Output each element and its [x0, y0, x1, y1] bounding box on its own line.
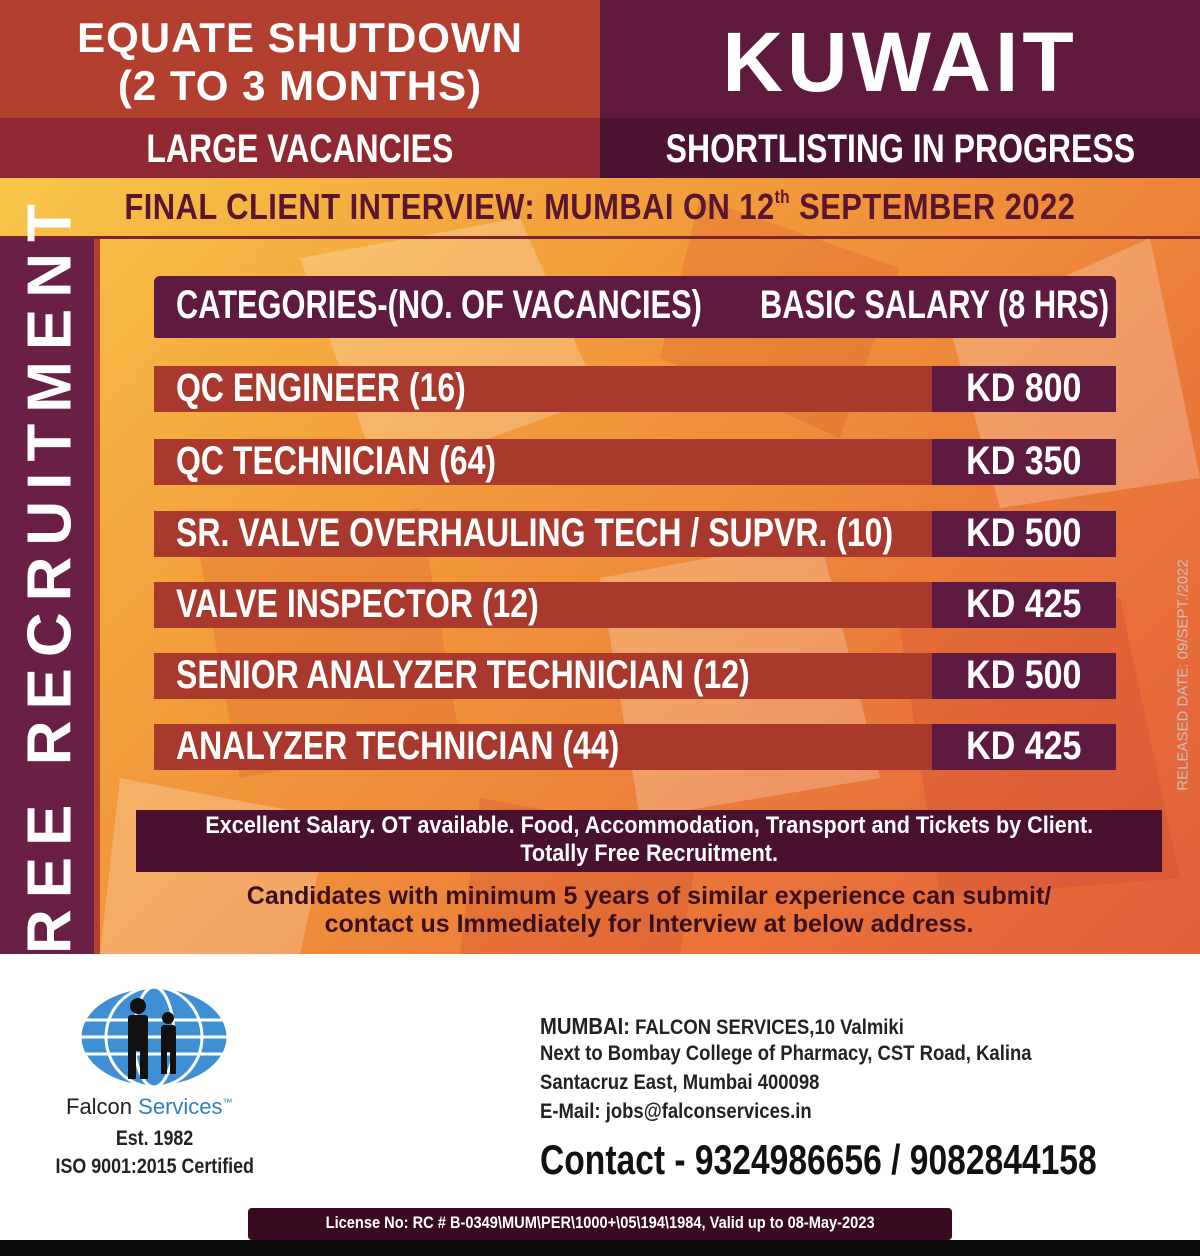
email-text: E-Mail: jobs@falconservices.in — [540, 1100, 812, 1123]
address-line-1 — [540, 1013, 953, 1040]
salary-header-text: BASIC SALARY (8 HRS) — [760, 283, 1110, 327]
company-name-part2: Services — [138, 1094, 223, 1119]
salary-value — [932, 582, 1116, 627]
benefits-line-2 — [136, 840, 1162, 868]
salary-value — [932, 724, 1116, 769]
interview-date: SEPTEMBER 2022 — [790, 186, 1076, 227]
interview-prefix: FINAL CLIENT INTERVIEW: MUMBAI ON 12 — [124, 186, 775, 227]
salary-value — [932, 653, 1116, 698]
category-cell — [176, 582, 629, 627]
interview-ordinal: th — [774, 187, 791, 207]
table-header-salary — [760, 283, 1200, 328]
vacancies-label — [0, 127, 600, 172]
iso-text: ISO 9001:2015 Certified — [55, 1155, 255, 1178]
interview-text — [125, 186, 1076, 228]
candidates-line-2: contact us Immediately for Interview at below address. — [324, 910, 974, 938]
license-info — [248, 1213, 952, 1233]
benefits-text-1: Excellent Salary. OT available. Food, Accommodation, Transport and Tickets by Client. — [205, 812, 1093, 839]
free-recruitment-label: FREE RECRUITMENT — [15, 193, 85, 1003]
category-cell — [176, 653, 893, 698]
address-line-1-text — [540, 1013, 904, 1040]
salary-text: KD 500 — [966, 653, 1082, 697]
contact-numbers — [540, 1136, 1200, 1184]
vacancies-text: LARGE VACANCIES — [146, 127, 454, 171]
benefits-text-2: Totally Free Recruitment. — [520, 840, 778, 867]
shortlisting-label — [600, 127, 1200, 172]
established-text: Est. 1982 — [116, 1127, 194, 1150]
category-cell — [176, 724, 730, 769]
banner-divider — [0, 236, 1200, 239]
category-cell — [176, 366, 538, 411]
category-text: QC TECHNICIAN (64) — [176, 439, 497, 483]
address-street: FALCON SERVICES,10 Valmiki — [635, 1016, 904, 1039]
established-year — [0, 1127, 310, 1151]
contact-text: Contact - 9324986656 / 9082844158 — [540, 1136, 1097, 1183]
salary-text: KD 425 — [966, 724, 1082, 768]
company-name-part1: Falcon — [66, 1094, 133, 1119]
salary-text: KD 350 — [966, 439, 1082, 483]
address-line-3-text: Santacruz East, Mumbai 400098 — [540, 1071, 820, 1094]
address-line-2 — [540, 1042, 1099, 1066]
globe-people-icon — [78, 984, 230, 1090]
benefits-line-1 — [136, 812, 1162, 840]
salary-value — [932, 511, 1116, 556]
address-line-2-text: Next to Bombay College of Pharmacy, CST Road, Kalina — [540, 1042, 1032, 1065]
trademark-symbol: ™ — [222, 1097, 233, 1109]
iso-certification — [0, 1155, 310, 1179]
category-text: VALVE INSPECTOR (12) — [176, 582, 539, 626]
table-header-categories — [176, 283, 859, 328]
shortlisting-text: SHORTLISTING IN PROGRESS — [665, 127, 1135, 171]
address-city: MUMBAI: — [540, 1013, 630, 1039]
salary-text: KD 425 — [966, 582, 1082, 626]
address-line-3 — [540, 1071, 857, 1095]
salary-text: KD 500 — [966, 511, 1082, 555]
salary-value — [932, 439, 1116, 484]
category-cell — [176, 439, 576, 484]
interview-banner — [0, 186, 1200, 228]
bottom-bar — [0, 1240, 1200, 1256]
categories-header-text: CATEGORIES-(NO. OF VACANCIES) — [176, 283, 702, 327]
category-text: SR. VALVE OVERHAULING TECH / SUPVR. (10) — [176, 511, 894, 555]
candidates-line-1: Candidates with minimum 5 years of similar experience can submit/ — [246, 882, 1052, 910]
country-title: KUWAIT — [722, 15, 1078, 109]
falcon-logo — [78, 984, 230, 1095]
category-text: QC ENGINEER (16) — [176, 366, 466, 410]
project-duration: (2 TO 3 MONTHS) — [117, 62, 483, 109]
salary-value — [932, 366, 1116, 411]
salary-text: KD 800 — [966, 366, 1082, 410]
project-title: EQUATE SHUTDOWN — [77, 14, 523, 61]
email-line — [540, 1100, 849, 1124]
released-date: RELEASED DATE: 09/SEPT./2022 — [1174, 559, 1192, 791]
license-text: License No: RC # B-0349\MUM\PER\1000+\05\194\1984, Valid up to 08-May-2023 — [325, 1213, 875, 1232]
company-name — [66, 1094, 233, 1120]
category-text: ANALYZER TECHNICIAN (44) — [176, 724, 620, 768]
category-text: SENIOR ANALYZER TECHNICIAN (12) — [176, 653, 750, 697]
